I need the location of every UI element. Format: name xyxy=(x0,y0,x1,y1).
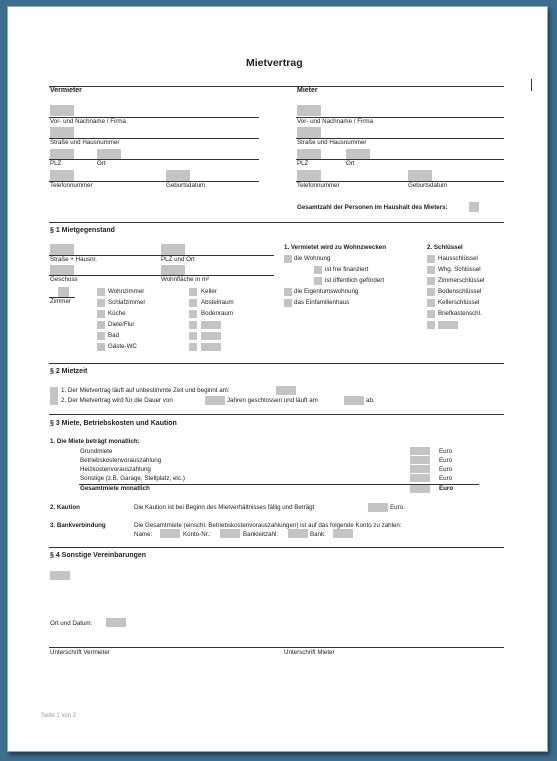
key-item: Kellerschlüssel xyxy=(438,299,480,306)
rent-total-field[interactable] xyxy=(410,485,430,493)
divider xyxy=(49,363,504,364)
section-3-heading: § 3 Miete, Betriebskosten und Kaution xyxy=(50,420,177,427)
purpose-item: ist frei finanziert xyxy=(325,266,369,273)
object-street-field[interactable] xyxy=(50,244,74,255)
checkbox[interactable] xyxy=(97,288,105,296)
key-item: Zimmerschlüssel xyxy=(438,277,485,284)
checkbox[interactable] xyxy=(427,321,435,329)
landlord-birth-label: Geburtsdatum xyxy=(166,182,206,189)
bank-text: Die Gesamtmiete (einschl. Betriebskostenvorauszahlungen) ist auf das folgende Konto zu zahlen: xyxy=(134,522,402,529)
text-field[interactable] xyxy=(201,332,221,340)
currency-label: Euro xyxy=(439,466,453,473)
rent-total-label: Gesamtmiete monatlich xyxy=(80,485,150,492)
bank-account-field[interactable] xyxy=(220,529,240,538)
landlord-signature-label: Unterschrift Vermieter xyxy=(50,649,110,656)
rent-row-label: Sonstige (z.B. Garage, Stellplatz, etc.) xyxy=(80,475,185,482)
page-footer: Seite 1 von 2 xyxy=(41,713,77,719)
rent-amount-field[interactable] xyxy=(410,465,430,473)
field-line xyxy=(49,159,259,160)
tenant-street-field[interactable] xyxy=(297,127,321,138)
bank-name-field[interactable] xyxy=(160,529,180,538)
tenant-zip-label: PLZ xyxy=(297,160,309,167)
currency-label: Euro xyxy=(439,457,453,464)
room-item: Wohnzimmer xyxy=(108,288,145,295)
object-zipcity-field[interactable] xyxy=(161,244,185,255)
tenant-name-field[interactable] xyxy=(297,105,321,116)
section-4-heading: § 4 Sonstige Vereinbarungen xyxy=(50,552,147,559)
checkbox[interactable] xyxy=(97,321,105,329)
room-item: Abstellraum xyxy=(201,299,234,306)
bank-account-label: Konto-Nr.: xyxy=(183,531,211,538)
room-item: Gäste-WC xyxy=(108,343,137,350)
room-item: Diele/Flur xyxy=(108,321,135,328)
agreements-field[interactable] xyxy=(50,571,70,580)
place-date-label: Ort und Datum: xyxy=(50,620,93,627)
persons-field[interactable] xyxy=(469,202,479,212)
currency-label: Euro xyxy=(439,448,453,455)
room-item: Küche xyxy=(108,310,126,317)
landlord-name-field[interactable] xyxy=(50,105,74,116)
landlord-zip-label: PLZ xyxy=(50,160,62,167)
currency-label: Euro xyxy=(439,485,454,492)
tenant-signature-label: Unterschrift Mieter xyxy=(284,649,335,656)
object-area-label: Wohnfläche in m² xyxy=(161,276,210,283)
field-line xyxy=(296,159,504,160)
checkbox[interactable] xyxy=(189,321,197,329)
checkbox[interactable] xyxy=(427,266,435,274)
tenant-birth-label: Geburtsdatum xyxy=(408,182,448,189)
checkbox[interactable] xyxy=(427,288,435,296)
text-field[interactable] xyxy=(201,321,221,329)
room-item: Bad xyxy=(108,332,120,339)
term-limited-text-3: ab. xyxy=(366,397,375,404)
checkbox[interactable] xyxy=(427,277,435,285)
checkbox[interactable] xyxy=(189,343,197,351)
divider xyxy=(49,414,504,415)
bank-code-label: Bankleitzahl: xyxy=(243,531,279,538)
landlord-street-label: Straße und Hausnummer xyxy=(50,139,120,146)
start-date-field[interactable] xyxy=(276,386,296,395)
bank-code-field[interactable] xyxy=(288,529,308,538)
rent-row-label: Heizkostenvorauszahlung xyxy=(80,466,151,473)
currency-label: Euro xyxy=(439,475,453,482)
key-item: Bodenschlüssel xyxy=(438,288,482,295)
tenant-city-label: Ort xyxy=(346,160,355,167)
signature-line xyxy=(49,647,504,648)
purpose-heading: 1. Vermietet wird zu Wohnzwecken xyxy=(284,244,387,251)
landlord-city-label: Ort xyxy=(97,160,106,167)
purpose-item: ist öffentlich gefördert xyxy=(325,277,385,284)
persons-label: Gesamtzahl der Personen im Haushalt des Mieters: xyxy=(297,204,448,211)
object-zipcity-label: PLZ und Ort xyxy=(161,256,195,263)
duration-field[interactable] xyxy=(205,396,225,405)
rent-row-label: Betriebskostenvorauszahlung xyxy=(80,457,162,464)
rent-amount-field[interactable] xyxy=(410,474,430,482)
object-street-label: Straße + Hausnr. xyxy=(50,256,97,263)
purpose-item: die Wohnung xyxy=(294,255,331,262)
room-item: Keller xyxy=(201,288,217,295)
document-page xyxy=(7,6,548,752)
place-date-field[interactable] xyxy=(106,618,126,627)
divider xyxy=(49,222,504,223)
key-item: Briefkastenschl. xyxy=(438,310,482,317)
deposit-currency: Euro. xyxy=(390,504,405,511)
checkbox[interactable] xyxy=(97,332,105,340)
checkbox[interactable] xyxy=(284,255,292,263)
section-2-heading: § 2 Mietzeit xyxy=(50,368,88,375)
rent-row-label: Grundmiete xyxy=(80,448,113,455)
bank-bank-label: Bank: xyxy=(310,531,326,538)
tenant-street-label: Straße und Hausnummer xyxy=(297,139,367,146)
section-1-heading: § 1 Mietgegenstand xyxy=(50,227,115,234)
bank-bank-field[interactable] xyxy=(333,529,353,538)
key-item: Hausschlüssel xyxy=(438,255,478,262)
tenant-phone-label: Telefonnummer xyxy=(297,182,340,189)
landlord-phone-field[interactable] xyxy=(50,170,74,181)
key-item: Whg. Schlüssel xyxy=(438,266,481,273)
landlord-street-field[interactable] xyxy=(50,127,74,138)
checkbox[interactable] xyxy=(314,266,322,274)
rent-amount-field[interactable] xyxy=(410,447,430,455)
checkbox[interactable] xyxy=(427,255,435,263)
deposit-label: 2. Kaution xyxy=(50,504,80,511)
rooms-label: Zimmer xyxy=(50,298,71,305)
document-title: Mietvertrag xyxy=(246,57,303,69)
room-item: Schlafzimmer xyxy=(108,299,146,306)
checkbox[interactable] xyxy=(284,299,292,307)
term-limited-text-2: Jahren geschlossen und läuft am xyxy=(227,397,318,404)
checkbox[interactable] xyxy=(427,299,435,307)
divider xyxy=(49,86,504,87)
checkbox[interactable] xyxy=(97,310,105,318)
term-unlimited-text: 1. Der Mietvertrag läuft auf unbestimmte Zeit und beginnt am: xyxy=(61,387,230,394)
rooms-count-field[interactable] xyxy=(58,287,69,297)
tenant-phone-field[interactable] xyxy=(297,170,321,181)
keys-heading: 2. Schlüssel xyxy=(427,244,463,251)
checkbox[interactable] xyxy=(427,310,435,318)
landlord-name-label: Vor- und Nachname / Firma xyxy=(50,118,126,125)
checkbox[interactable] xyxy=(97,343,105,351)
landlord-phone-label: Telefonnummer xyxy=(50,182,93,189)
text-field[interactable] xyxy=(201,343,221,351)
bank-name-label: Name: xyxy=(134,531,153,538)
tenant-birth-field[interactable] xyxy=(408,170,432,181)
divider xyxy=(49,547,504,548)
rent-amount-field[interactable] xyxy=(410,456,430,464)
tenant-heading: Mieter xyxy=(297,87,318,94)
object-floor-label: Geschoss xyxy=(50,276,78,283)
checkbox[interactable] xyxy=(189,299,197,307)
purpose-item: das Einfamilienhaus xyxy=(294,299,350,306)
tenant-name-label: Vor- und Nachname / Firma xyxy=(297,118,373,125)
deposit-amount-field[interactable] xyxy=(368,503,388,512)
landlord-birth-field[interactable] xyxy=(166,170,190,181)
checkbox[interactable] xyxy=(284,288,292,296)
margin-mark xyxy=(531,79,532,91)
checkbox[interactable] xyxy=(97,299,105,307)
rent-heading: 1. Die Miete beträgt monatlich: xyxy=(50,438,140,445)
checkbox[interactable] xyxy=(189,288,197,296)
landlord-heading: Vermieter xyxy=(50,87,82,94)
text-field[interactable] xyxy=(438,321,458,329)
checkbox[interactable] xyxy=(189,310,197,318)
option-marker[interactable] xyxy=(50,387,58,405)
checkbox[interactable] xyxy=(189,332,197,340)
bank-label: 3. Bankverbindung xyxy=(50,522,106,529)
purpose-item: die Eigentumswohnung xyxy=(294,288,359,295)
deposit-text: Die Kaution ist bei Beginn des Mietverhältnisses fällig und Beträgt xyxy=(134,504,315,511)
room-item: Bodenraum xyxy=(201,310,233,317)
end-date-field[interactable] xyxy=(344,396,364,405)
term-limited-text: 2. Der Mietvertrag wird für die Dauer von xyxy=(61,397,173,404)
checkbox[interactable] xyxy=(314,277,322,285)
